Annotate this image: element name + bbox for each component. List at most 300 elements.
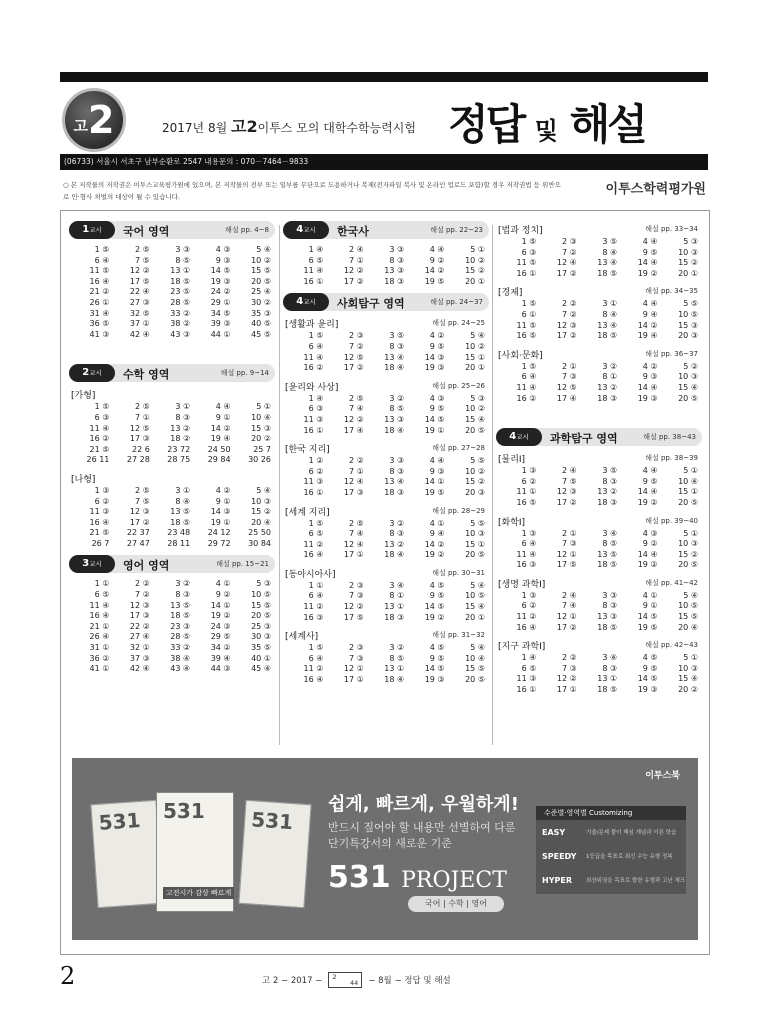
answer-cell: 2 ①: [561, 361, 577, 371]
answer-cell: 9 ④: [429, 529, 445, 539]
answer-cell: 2 ⑤: [348, 518, 364, 528]
answer-cell: 16 ①: [303, 425, 324, 435]
answer-cell: 28 ⑤: [170, 297, 191, 307]
answer-cell: 9 ⑤: [642, 476, 658, 486]
answer-cell: 14 ③: [210, 507, 231, 517]
answer-cell: 16 ②: [516, 393, 537, 403]
book-cover-2: [156, 792, 234, 912]
answer-cell: 6 ②: [308, 466, 324, 476]
answer-cell: 17 ④: [343, 425, 364, 435]
answer-cell: 4 ③: [429, 393, 445, 403]
answer-cell: 4 ⑤: [429, 580, 445, 590]
answer-cell: 12 ①: [343, 664, 364, 674]
answer-cell: 11 ④: [303, 352, 324, 362]
level-name: EASY: [542, 827, 566, 837]
answer-cell: 7 ①: [348, 466, 364, 476]
answer-cell: 14 ⑤: [424, 602, 445, 612]
level-name: HYPER: [542, 875, 572, 885]
answer-cell: 32 ①: [129, 643, 150, 653]
answer-cell: 18 ④: [384, 675, 405, 685]
answer-cell: 39 ③: [210, 319, 231, 329]
answer-cell: 9 ⑤: [429, 591, 445, 601]
answer-cell: 7 ④: [561, 601, 577, 611]
answer-cell: 1 ⑤: [94, 402, 110, 412]
exam-name: 이투스 모의 대학수학능력시험: [257, 121, 416, 135]
answer-cell: 32 ⑤: [129, 308, 150, 318]
answer-cell: 3 ④: [389, 580, 405, 590]
answer-cell: 1 ④: [308, 245, 324, 254]
answer-grid: [496, 237, 702, 279]
section-header: [496, 577, 702, 590]
answer-cell: 11 ④: [89, 423, 110, 433]
book-advertisement[interactable]: [72, 758, 698, 940]
answer-cell: 5 ③: [256, 579, 271, 589]
page-total: 44: [350, 979, 359, 987]
section-label: [윤리와 사상]: [285, 382, 339, 393]
answer-cell: 12 ①: [556, 549, 577, 559]
answer-cell: 19 ①: [210, 517, 231, 527]
answer-cell: 15 ②: [678, 549, 698, 559]
level-box-title: 수준별·영역별 Customizing: [536, 806, 686, 820]
answer-cell: 7 ⑤: [134, 255, 150, 265]
answer-cell: 6 ④: [308, 653, 324, 663]
answer-cell: 17 ⑤: [129, 276, 150, 286]
answer-cell: 15 ④: [465, 602, 485, 612]
answer-cell: 16 ③: [303, 612, 324, 622]
answer-cell: 1 ①: [94, 579, 110, 589]
answer-cell: 1 ⑤: [308, 643, 324, 653]
answer-cell: 9 ⑤: [642, 663, 658, 673]
answer-column-1: [69, 221, 275, 681]
ad-headline: 쉽게, 빠르게, 우월하게!: [328, 794, 519, 815]
answer-cell: 6 ⑤: [308, 255, 324, 265]
answer-cell: 23 ⑤: [170, 287, 191, 297]
answer-cell: 21 ⑤: [89, 528, 110, 538]
product-word: PROJECT: [401, 868, 507, 893]
answer-cell: 12 ⑤: [129, 423, 150, 433]
answer-cell: 12 ①: [556, 612, 577, 622]
answer-cell: 26 ①: [89, 297, 110, 307]
answer-cell: 30 84: [248, 538, 271, 548]
answer-cell: 3 ②: [389, 518, 405, 528]
answer-cell: 4 ①: [215, 579, 231, 589]
level-speedy: [536, 844, 686, 868]
answer-cell: 6 ⑤: [521, 663, 537, 673]
answer-cell: 5 ③: [470, 393, 485, 403]
answer-cell: 14 ⑤: [424, 664, 445, 674]
answer-cell: 14 ①: [210, 600, 231, 610]
answer-cell: 7 ②: [134, 590, 150, 600]
answer-cell: 12 ②: [556, 674, 577, 684]
answer-cell: 4 ⑤: [429, 643, 445, 653]
answer-cell: 18 ④: [384, 550, 405, 560]
answer-cell: 12 ②: [129, 266, 150, 276]
book-cover-3: [238, 800, 311, 908]
answer-cell: 1 ①: [308, 580, 324, 590]
answer-cell: 13 ①: [384, 664, 405, 674]
period-suffix: 교시: [89, 369, 102, 378]
answer-cell: 10 ④: [678, 476, 698, 486]
subject-name: 한국사: [337, 225, 369, 238]
answer-cell: 8 ③: [175, 412, 191, 422]
answer-cell: 4 ④: [642, 466, 658, 476]
answer-cell: 2 ④: [561, 466, 577, 476]
answer-cell: 2 ⑤: [348, 393, 364, 403]
section-header: [496, 515, 702, 528]
answer-cell: 2 ④: [348, 245, 364, 254]
period-pill: [283, 221, 329, 239]
book-cover-1: [90, 800, 163, 908]
answer-cell: 26 11: [86, 455, 110, 465]
answer-cell: 16 ①: [303, 487, 324, 497]
section-pages: 해설 pp. 33~34: [645, 225, 698, 233]
answer-cell: 17 ①: [556, 685, 577, 695]
answer-cell: 11 ③: [303, 477, 324, 487]
answer-cell: 6 ④: [521, 539, 537, 549]
period-number: 4: [509, 431, 517, 443]
answer-cell: 1 ③: [94, 485, 110, 495]
section-pages: 해설 pp. 39~40: [645, 516, 698, 525]
subject-name: 과학탐구 영역: [550, 432, 618, 446]
answer-cell: 9 ②: [642, 539, 658, 549]
answer-cell: 15 ⑤: [251, 266, 271, 276]
answer-cell: 13 ①: [384, 602, 405, 612]
answer-grid: [69, 579, 275, 674]
answer-cell: 15 ①: [678, 487, 698, 497]
level-desc: 1등급을 목표로 최신 수능 유형 정복: [586, 854, 673, 860]
section-label: [경제]: [498, 288, 523, 299]
answer-cell: 20 ①: [465, 612, 485, 622]
answer-cell: 45 ⑤: [251, 329, 271, 339]
answer-cell: 9 ⑤: [429, 341, 445, 351]
answer-cell: 9 ③: [215, 255, 231, 265]
answer-grid: [283, 643, 489, 685]
subject-header: [283, 221, 489, 239]
answer-cell: 13 ②: [384, 539, 405, 549]
answer-cell: 45 ④: [251, 664, 271, 674]
answer-cell: 1 ④: [308, 393, 324, 403]
answer-cell: 29 ①: [210, 297, 231, 307]
period-suffix: 교시: [303, 226, 316, 234]
answer-grid: [496, 653, 702, 695]
answer-cell: 9 ③: [642, 372, 658, 382]
answer-cell: 2 ③: [348, 331, 364, 341]
answer-cell: 15 ③: [251, 423, 271, 433]
answer-cell: 20 ⑤: [465, 675, 485, 685]
subject-name: 수학 영역: [123, 368, 170, 382]
answer-cell: 15 ⑤: [465, 664, 485, 674]
answer-cell: 19 ②: [637, 497, 658, 507]
answer-cell: 5 ④: [470, 580, 485, 590]
period-number: 1: [82, 224, 90, 235]
answer-cell: 8 ⑤: [175, 255, 191, 265]
answer-cell: 18 ⑤: [170, 517, 191, 527]
answer-cell: 7 ②: [561, 309, 577, 319]
answer-cell: 19 ④: [637, 331, 658, 341]
section-label: [한국 지리]: [285, 445, 330, 456]
answer-cell: 21 ①: [89, 621, 110, 631]
page-current: 2: [332, 973, 337, 981]
answer-cell: 11 ①: [516, 487, 537, 497]
answer-cell: 13 ④: [384, 477, 405, 487]
answer-cell: 16 ③: [516, 560, 537, 570]
answer-cell: 5 ④: [683, 590, 698, 600]
answer-cell: 16 ④: [303, 675, 324, 685]
answer-cell: 10 ②: [465, 255, 485, 265]
answer-cell: 7 ③: [561, 372, 577, 382]
answer-cell: 17 ①: [343, 550, 364, 560]
answer-cell: 20 ④: [678, 622, 698, 632]
answer-cell: 7 ④: [348, 404, 364, 414]
answer-cell: 44 ①: [210, 329, 231, 339]
answer-cell: 13 ①: [170, 266, 191, 276]
answer-cell: 2 ③: [348, 643, 364, 653]
answer-cell: 25 7: [253, 444, 271, 454]
answer-cell: 2 ②: [348, 456, 364, 466]
answer-cell: 8 ③: [389, 466, 405, 476]
answer-column-3: [496, 221, 702, 702]
answer-cell: 8 ③: [602, 476, 618, 486]
answer-cell: 33 ②: [170, 308, 191, 318]
answer-cell: 5 ④: [256, 485, 271, 495]
answer-cell: 3 ④: [602, 528, 618, 538]
answer-cell: 8 ④: [602, 247, 618, 257]
answer-cell: 4 ③: [642, 528, 658, 538]
answer-cell: 44 ③: [210, 664, 231, 674]
answer-cell: 6 ①: [521, 309, 537, 319]
answer-cell: 5 ③: [683, 237, 698, 246]
answer-cell: 10 ⑤: [678, 309, 698, 319]
answer-cell: 1 ③: [521, 466, 537, 476]
period-number: 4: [296, 224, 304, 235]
answer-cell: 28 ⑤: [170, 632, 191, 642]
answer-cell: 17 ②: [556, 268, 577, 278]
answer-cell: 14 ④: [637, 549, 658, 559]
answer-cell: 14 ①: [424, 477, 445, 487]
answer-cell: 36 ⑤: [89, 319, 110, 329]
answer-cell: 16 ⑤: [516, 497, 537, 507]
section-label: [물리Ⅰ]: [498, 455, 526, 466]
answer-cell: 20 ⑤: [251, 276, 271, 286]
section-label: [나형]: [71, 474, 96, 485]
answer-cell: 6 ②: [521, 476, 537, 486]
answer-cell: 2 ⑤: [134, 245, 150, 254]
answer-cell: 10 ②: [465, 466, 485, 476]
grade-prefix: 고: [73, 116, 89, 135]
answer-cell: 15 ④: [465, 414, 485, 424]
copyright-notice: ○ 본 저작물의 저작권은 이투스교육평가원에 있으며, 본 저작물의 전부 또는 일부를 무단으로 도용하거나 복제(전자파일 복사 및 온라인 업로드 포함)할 경우 저작권법 등 위반으로 민·형사 처벌의 대상이 될 수 있습니다.: [63, 181, 561, 201]
answer-cell: 7 ①: [348, 255, 364, 265]
answer-cell: 11 ⑤: [516, 320, 537, 330]
answer-cell: 25 ④: [251, 287, 271, 297]
exam-grade: 고2: [231, 117, 258, 136]
answer-cell: 1 ⑤: [308, 331, 324, 341]
main-title-part1: 정답: [448, 100, 524, 149]
answer-cell: 3 ③: [389, 245, 405, 254]
answer-cell: 19 ③: [210, 276, 231, 286]
answer-cell: 18 ⑤: [597, 268, 618, 278]
answer-cell: 6 ⑤: [308, 529, 324, 539]
answer-grid: [69, 245, 275, 340]
answer-cell: 19 ③: [424, 675, 445, 685]
answer-grid: [283, 581, 489, 623]
answer-cell: 16 ①: [516, 685, 537, 695]
answer-cell: 4 ④: [429, 245, 445, 254]
answer-cell: 16 ②: [89, 434, 110, 444]
section-pages: 해설 pp. 27~28: [432, 444, 485, 453]
subject-header: [69, 221, 275, 239]
section-header: [283, 442, 489, 455]
answer-cell: 14 ②: [424, 266, 445, 276]
answer-cell: 18 ⑤: [170, 611, 191, 621]
answer-cell: 18 ②: [170, 434, 191, 444]
subject-pages: 해설 pp. 4~8: [225, 226, 269, 234]
answer-cell: 6 ④: [308, 591, 324, 601]
answer-cell: 3 ④: [602, 653, 618, 663]
answer-cell: 3 ③: [175, 245, 191, 254]
answer-cell: 18 ⑤: [597, 622, 618, 632]
answer-grid: [283, 519, 489, 561]
answer-cell: 40 ①: [251, 653, 271, 663]
answer-cell: 18 ③: [597, 497, 618, 507]
answer-cell: 6 ③: [308, 404, 324, 414]
answer-cell: 33 ②: [170, 643, 191, 653]
subject-header: [496, 428, 702, 446]
answer-cell: 5 ①: [683, 466, 698, 476]
answer-cell: 12 ③: [129, 507, 150, 517]
answer-cell: 12 ②: [343, 602, 364, 612]
answer-cell: 2 ②: [561, 653, 577, 663]
answer-cell: 3 ②: [389, 643, 405, 653]
answer-cell: 10 ⑤: [251, 590, 271, 600]
answer-cell: 17 ⑤: [343, 612, 364, 622]
answer-cell: 14 ⑤: [210, 266, 231, 276]
answer-grid: [496, 466, 702, 508]
answer-cell: 30 ②: [251, 297, 271, 307]
answer-cell: 24 ③: [210, 621, 231, 631]
answer-cell: 1 ⑤: [521, 361, 537, 371]
answer-cell: 1 ⑤: [521, 237, 537, 246]
answer-cell: 28 11: [167, 538, 191, 548]
answer-cell: 20 ⑤: [678, 560, 698, 570]
answer-cell: 24 50: [207, 444, 231, 454]
answer-cell: 10 ②: [465, 341, 485, 351]
answer-cell: 8 ④: [175, 496, 191, 506]
answer-cell: 21 ⑤: [89, 444, 110, 454]
answer-cell: 10 ④: [251, 412, 271, 422]
answer-cell: 11 ②: [303, 664, 324, 674]
grade-badge: [62, 88, 126, 152]
answer-cell: 16 ④: [89, 276, 110, 286]
answer-cell: 22 37: [126, 528, 150, 538]
answer-cell: 4 ②: [642, 361, 658, 371]
answer-cell: 1 ③: [521, 528, 537, 538]
answer-cell: 27 ③: [129, 297, 150, 307]
answer-cell: 3 ②: [389, 393, 405, 403]
answer-cell: 6 ②: [521, 601, 537, 611]
answer-cell: 19 ②: [424, 612, 445, 622]
answer-cell: 15 ①: [465, 352, 485, 362]
answer-column-2: [283, 221, 489, 692]
answer-cell: 2 ①: [561, 528, 577, 538]
address-bar: (06733) 서울시 서초구 남부순환로 2547 내용문의 : 070－7464－9833: [60, 154, 708, 170]
answer-cell: 13 ②: [597, 382, 618, 392]
answer-cell: 8 ⑤: [389, 404, 405, 414]
page-fraction-box: [328, 972, 362, 988]
section-header: [496, 285, 702, 298]
answer-cell: 20 ⑤: [465, 425, 485, 435]
answer-cell: 11 ④: [89, 600, 110, 610]
answer-cell: 4 ⑤: [642, 653, 658, 663]
answer-grid: [283, 331, 489, 373]
answer-cell: 29 84: [207, 455, 231, 465]
answer-cell: 7 ③: [561, 663, 577, 673]
answer-cell: 42 ④: [129, 329, 150, 339]
book-cover-title: 531: [250, 807, 294, 835]
answer-cell: 15 ⑤: [251, 600, 271, 610]
answer-cell: 41 ①: [89, 664, 110, 674]
answer-cell: 17 ②: [343, 363, 364, 373]
answer-cell: 8 ①: [602, 372, 618, 382]
answer-cell: 38 ④: [170, 653, 191, 663]
main-title-part2: 및: [534, 117, 558, 145]
answer-cell: 17 ②: [129, 517, 150, 527]
answer-cell: 17 ②: [556, 622, 577, 632]
answer-cell: 20 ⑤: [465, 550, 485, 560]
answer-cell: 11 ⑤: [516, 258, 537, 268]
answer-cell: 8 ⑤: [389, 653, 405, 663]
answer-cell: 16 ④: [89, 517, 110, 527]
answer-cell: 6 ④: [521, 372, 537, 382]
answer-cell: 35 ⑤: [251, 643, 271, 653]
answer-cell: 12 ⑤: [556, 382, 577, 392]
answer-cell: 14 ⑤: [424, 414, 445, 424]
answer-cell: 1 ⑤: [308, 518, 324, 528]
answer-cell: 43 ④: [170, 664, 191, 674]
section-pages: 해설 pp. 38~39: [645, 454, 698, 463]
answer-cell: 8 ①: [389, 591, 405, 601]
answer-cell: 19 ②: [637, 560, 658, 570]
answer-cell: 13 ⑤: [170, 507, 191, 517]
period-pill: [496, 428, 542, 446]
answer-cell: 35 ③: [251, 308, 271, 318]
book-cover-subtitle: 고전시가 감상 빠르게: [163, 887, 234, 899]
section-pages: 해설 pp. 41~42: [645, 578, 698, 587]
section-header: [496, 452, 702, 465]
answer-cell: 8 ⑤: [602, 539, 618, 549]
answer-cell: 5 ①: [683, 528, 698, 538]
answer-cell: 13 ③: [384, 414, 405, 424]
answer-cell: 28 75: [167, 455, 191, 465]
subject-pages: 해설 pp. 9~14: [220, 369, 269, 378]
section-pages: 해설 pp. 28~29: [432, 506, 485, 515]
book-cover-title: 531: [163, 799, 205, 823]
answer-cell: 15 ④: [678, 382, 698, 392]
answer-cell: 2 ③: [348, 580, 364, 590]
level-hyper: [536, 868, 686, 892]
answer-cell: 9 ④: [642, 309, 658, 319]
answer-cell: 18 ④: [384, 363, 405, 373]
answer-cell: 20 ②: [678, 685, 698, 695]
main-title-part3: 해설: [569, 100, 645, 149]
answer-cell: 23 72: [167, 444, 191, 454]
answer-cell: 24 12: [207, 528, 231, 538]
section-label: [동아시아사]: [285, 569, 336, 580]
answer-cell: 17 ②: [556, 497, 577, 507]
answer-cell: 27 ④: [129, 632, 150, 642]
answer-cell: 9 ③: [429, 466, 445, 476]
answer-grid: [283, 456, 489, 498]
